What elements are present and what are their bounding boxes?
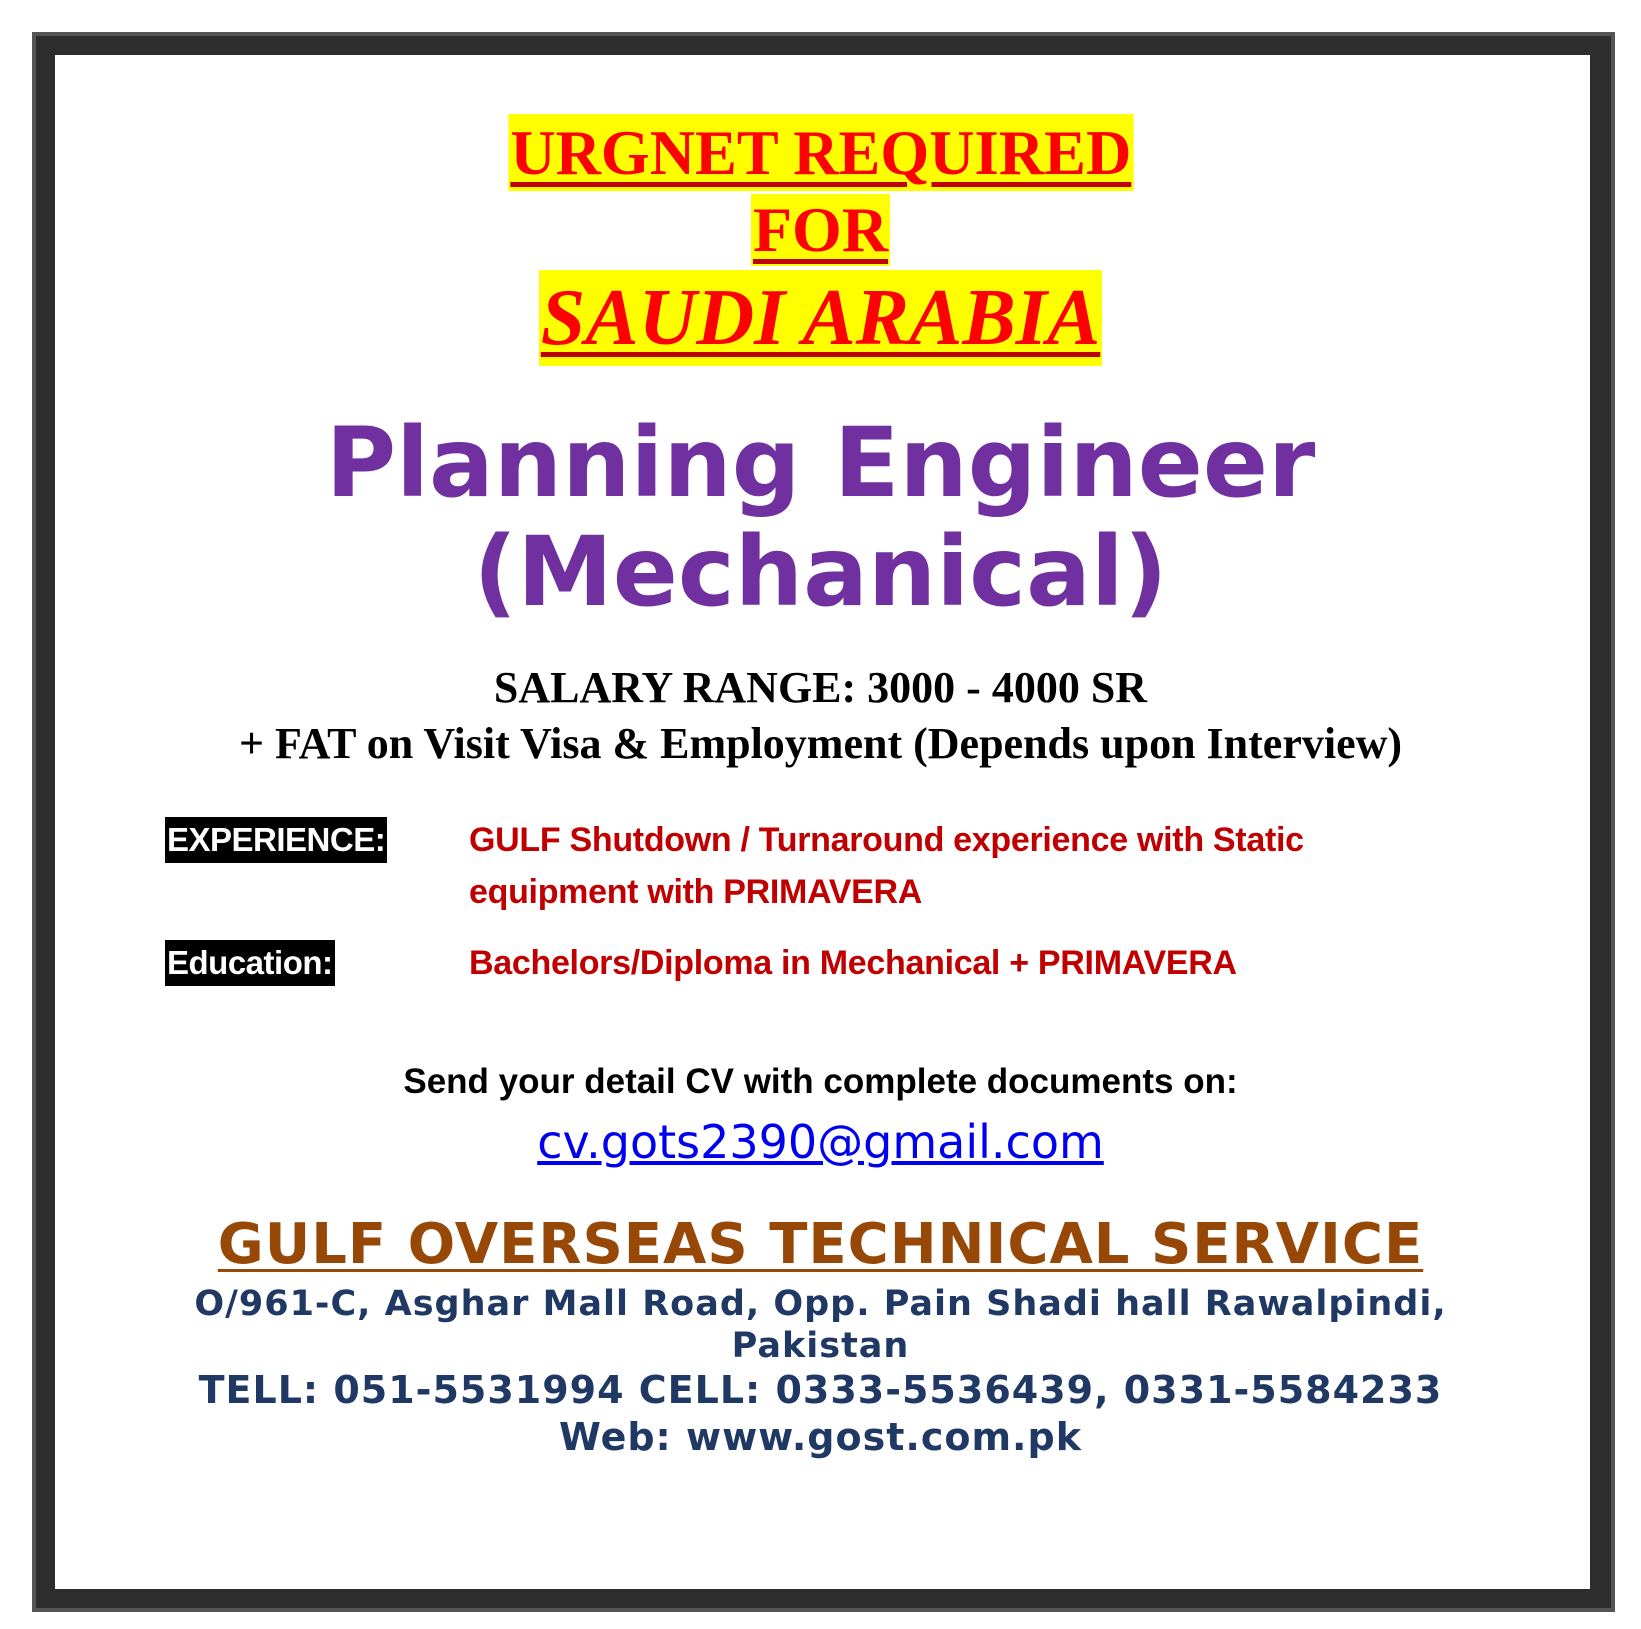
country-heading [0, 270, 1641, 366]
education-value: Bachelors/Diploma in Mechanical + PRIMAVERA [469, 944, 1237, 982]
job-title-line1: Planning Engineer [325, 407, 1316, 519]
company-name: GULF OVERSEAS TECHNICAL SERVICE [217, 1212, 1424, 1277]
for-heading [0, 194, 1641, 266]
experience-label: EXPERIENCE: [165, 817, 387, 863]
salary-note: + FAT on Visit Visa & Employment (Depends upon Interview) [238, 719, 1403, 768]
company-web: Web: www.gost.com.pk [559, 1415, 1082, 1459]
urgent-required-text: URGNET REQUIRED [508, 114, 1133, 191]
email-link[interactable]: cv.gots2390@gmail.com [537, 1115, 1104, 1169]
company-address-line1: O/961-C, Asghar Mall Road, Opp. Pain Shadi hall Rawalpindi, [194, 1284, 1447, 1324]
education-label: Education: [165, 940, 335, 986]
email-row [0, 1114, 1641, 1170]
salary-range: SALARY RANGE: 3000 - 4000 SR [493, 663, 1148, 712]
job-title-line2: (Mechanical) [473, 516, 1168, 628]
company-phones: TELL: 051-5531994 CELL: 0333-5536439, 0331-5584233 [198, 1368, 1443, 1412]
urgent-heading [0, 114, 1641, 191]
for-text: FOR [752, 194, 889, 265]
experience-value-line2: equipment with PRIMAVERA [469, 873, 923, 911]
country-text: SAUDI ARABIA [539, 270, 1103, 366]
experience-value-line1: GULF Shutdown / Turnaround experience with Static [469, 821, 1304, 859]
send-cv-text: Send your detail CV with complete documents on: [403, 1062, 1238, 1101]
company-address-line2: Pakistan [731, 1326, 910, 1366]
